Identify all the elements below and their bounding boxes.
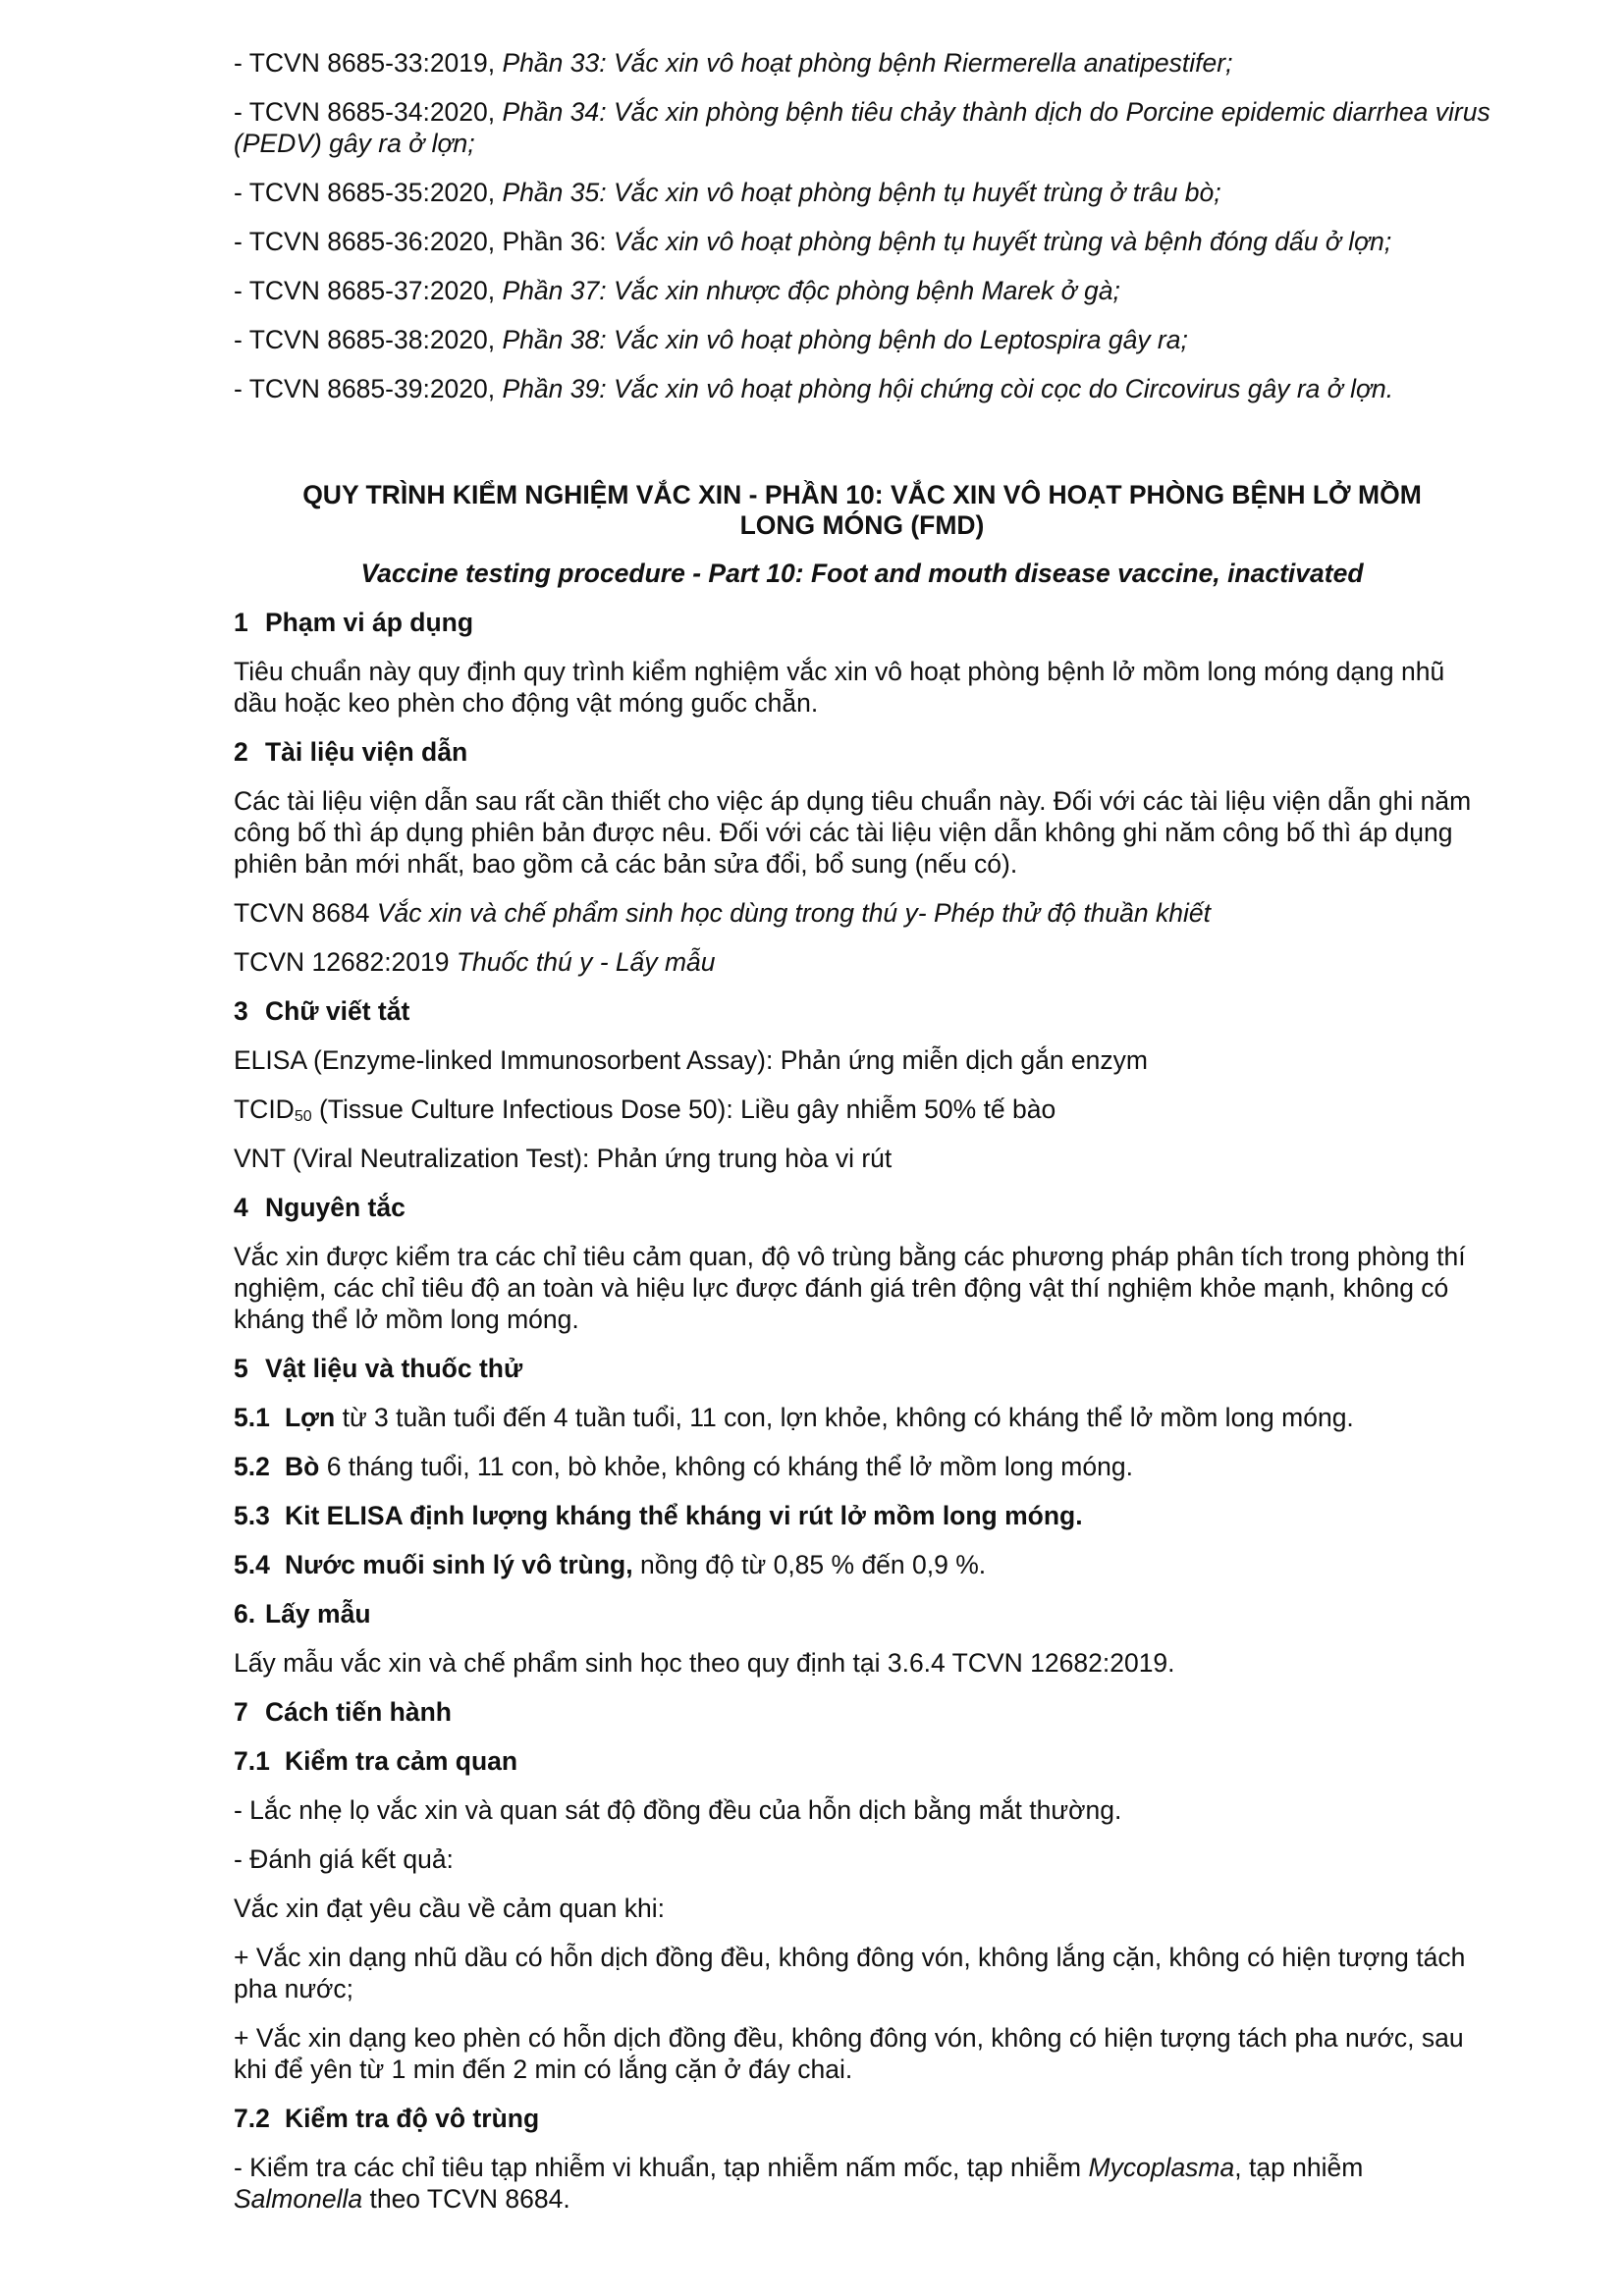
text-run: , tạp nhiễm [1234,2153,1364,2182]
section-7-1-step-1: - Lắc nhẹ lọ vắc xin và quan sát độ đồng đều của hỗn dịch bằng mắt thường. [234,1795,1122,1825]
abbr-elisa: ELISA (Enzyme-linked Immunosorbent Assay): Phản ứng miễn dịch gắn enzym [234,1045,1148,1075]
section-number: 7.1 [234,1746,270,1776]
std-code: - TCVN 8685-35:2020, [234,178,503,207]
section-number: 2 [234,737,248,767]
std-code: - TCVN 8685-39:2020, [234,374,503,403]
std-item-34 [234,96,1490,159]
std-part: Phần 35: Vắc xin vô hoạt phòng bệnh tụ huyết trùng ở trâu bò; [502,178,1221,207]
section-number: 1 [234,608,248,637]
reference-title: Vắc xin và chế phẩm sinh học dùng trong thú y- Phép thử độ thuần khiết [376,898,1211,928]
std-part: Phần 33: Vắc xin vô hoạt phòng bệnh Riermerella anatipestifer; [502,48,1233,78]
reference-code: TCVN 12682:2019 [234,947,457,977]
section-4-heading [234,1192,1490,1223]
section-7-2-heading [234,2103,1490,2134]
section-1-heading [234,607,1490,638]
std-part: Phần 37: Vắc xin nhược độc phòng bệnh Marek ở gà; [502,276,1120,305]
abbr-definition: (Tissue Culture Infectious Dose 50): Liều gây nhiễm 50% tế bào [311,1095,1056,1124]
std-item-35 [234,177,1490,208]
item-5-1 [234,1402,1490,1433]
section-title: Kiểm tra cảm quan [285,1746,518,1776]
section-title: Tài liệu viện dẫn [265,737,468,767]
std-code: - TCVN 8685-34:2020, [234,97,503,127]
abbr-tcid50 [234,1094,1490,1130]
text-run: - Kiểm tra các chỉ tiêu tạp nhiễm vi khuẩn, tạp nhiễm nấm mốc, tạp nhiễm [234,2153,1089,2182]
std-part: Phần 38: Vắc xin vô hoạt phòng bệnh do Leptospira gây ra; [502,325,1188,354]
section-title: Phạm vi áp dụng [265,608,474,637]
organism-name: Mycoplasma [1088,2153,1235,2182]
text-run: theo TCVN 8684. [362,2184,570,2214]
section-4-text: Vắc xin được kiểm tra các chỉ tiêu cảm quan, độ vô trùng bằng các phương pháp phân tích trong phòng thí nghiệm, các chỉ tiêu độ an toàn và hiệu lực được đánh giá trên động vật thí nghiệm khỏe mạnh, không có kháng thể lở mồm long móng. [234,1242,1466,1334]
section-1-text: Tiêu chuẩn này quy định quy trình kiểm nghiệm vắc xin vô hoạt phòng bệnh lở mồm long móng dạng nhũ dầu hoặc keo phèn cho động vật móng guốc chẵn. [234,657,1445,718]
section-number: 3 [234,996,248,1026]
item-5-2 [234,1451,1490,1482]
section-5-heading [234,1353,1490,1384]
section-title: Lấy mẫu [265,1599,371,1629]
std-item-38 [234,324,1490,355]
section-7-2-text [234,2152,1490,2215]
abbr-term: TCID [234,1095,295,1124]
section-title: Kiểm tra độ vô trùng [285,2104,540,2133]
section-7-1-aluminium-gel: + Vắc xin dạng keo phèn có hỗn dịch đồng đều, không đông vón, không có hiện tượng tách pha nước, sau khi để yên từ 1 min đến 2 min có lắng cặn ở đáy chai. [234,2023,1464,2084]
std-part: Phần 34: Vắc xin phòng bệnh tiêu chảy thành dịch do Porcine epidemic diarrhea virus (PEDV) gây ra ở lợn; [234,97,1490,158]
item-number: 5.2 [234,1452,270,1481]
section-number: 7.2 [234,2104,270,2133]
section-7-1-heading [234,1745,1490,1777]
document-title-line1: QUY TRÌNH KIỂM NGHIỆM VẮC XIN - PHẦN 10: VẮC XIN VÔ HOẠT PHÒNG BỆNH LỞ MỒM [302,480,1422,509]
section-title: Cách tiến hành [265,1697,452,1727]
std-item-33 [234,47,1490,79]
std-code: - TCVN 8685-33:2019, [234,48,503,78]
abbr-vnt: VNT (Viral Neutralization Test): Phản ứng trung hòa vi rút [234,1144,893,1173]
std-part: Phần 39: Vắc xin vô hoạt phòng hội chứng còi cọc do Circovirus gây ra ở lợn. [502,374,1394,403]
section-2-text: Các tài liệu viện dẫn sau rất cần thiết cho việc áp dụng tiêu chuẩn này. Đối với các tài liệu viện dẫn ghi năm công bố thì áp dụng phiên bản được nêu. Đối với các tài liệu viện dẫn không ghi năm công bố thì áp dụng phiên bản mới nhất, bao gồm cả các bản sửa đổi, bổ sung (nếu có). [234,786,1472,879]
std-code: - TCVN 8685-36:2020, Phần 36: [234,227,614,256]
section-title: Nguyên tắc [265,1193,406,1222]
item-term: Lợn [285,1403,336,1432]
std-item-36 [234,226,1490,257]
item-text: 6 tháng tuổi, 11 con, bò khỏe, không có kháng thể lở mồm long móng. [319,1452,1133,1481]
abbr-subscript: 50 [294,1108,312,1125]
section-2-heading [234,736,1490,768]
organism-name: Salmonella [234,2184,363,2214]
document-subtitle: Vaccine testing procedure - Part 10: Foot and mouth disease vaccine, inactivated [360,559,1364,588]
item-text: từ 3 tuần tuổi đến 4 tuần tuổi, 11 con, lợn khỏe, không có kháng thể lở mồm long móng. [335,1403,1354,1432]
section-6-heading [234,1598,1490,1629]
section-6-text: Lấy mẫu vắc xin và chế phẩm sinh học theo quy định tại 3.6.4 TCVN 12682:2019. [234,1648,1175,1678]
section-7-heading [234,1696,1490,1728]
section-title: Chữ viết tắt [265,996,410,1026]
section-7-1-step-2: - Đánh giá kết quả: [234,1844,454,1874]
item-number: 5.4 [234,1550,270,1579]
section-title: Vật liệu và thuốc thử [265,1354,523,1383]
section-number: 4 [234,1193,248,1222]
item-term: Kit ELISA định lượng kháng thể kháng vi rút lở mồm long móng. [285,1501,1083,1530]
std-code: - TCVN 8685-37:2020, [234,276,503,305]
std-item-39 [234,373,1490,404]
reference-title: Thuốc thú y - Lấy mẫu [456,947,716,977]
reference-code: TCVN 8684 [234,898,377,928]
section-number: 7 [234,1697,248,1727]
item-term: Bò [285,1452,320,1481]
item-number: 5.1 [234,1403,270,1432]
item-5-3 [234,1500,1490,1531]
section-3-heading [234,995,1490,1027]
item-text: nồng độ từ 0,85 % đến 0,9 %. [632,1550,987,1579]
section-number: 5 [234,1354,248,1383]
section-number: 6. [234,1599,256,1629]
std-part: Vắc xin vô hoạt phòng bệnh tụ huyết trùng và bệnh đóng dấu ở lợn; [613,227,1392,256]
item-number: 5.3 [234,1501,270,1530]
item-5-4 [234,1549,1490,1580]
item-term: Nước muối sinh lý vô trùng, [285,1550,633,1579]
std-item-37 [234,275,1490,306]
reference-1 [234,897,1490,929]
reference-2 [234,946,1490,978]
document-title-line2: LONG MÓNG (FMD) [739,510,985,540]
section-7-1-criteria: Vắc xin đạt yêu cầu về cảm quan khi: [234,1894,665,1923]
section-7-1-oil-emulsion: + Vắc xin dạng nhũ dầu có hỗn dịch đồng đều, không đông vón, không lắng cặn, không có hiện tượng tách pha nước; [234,1943,1466,2003]
std-code: - TCVN 8685-38:2020, [234,325,503,354]
